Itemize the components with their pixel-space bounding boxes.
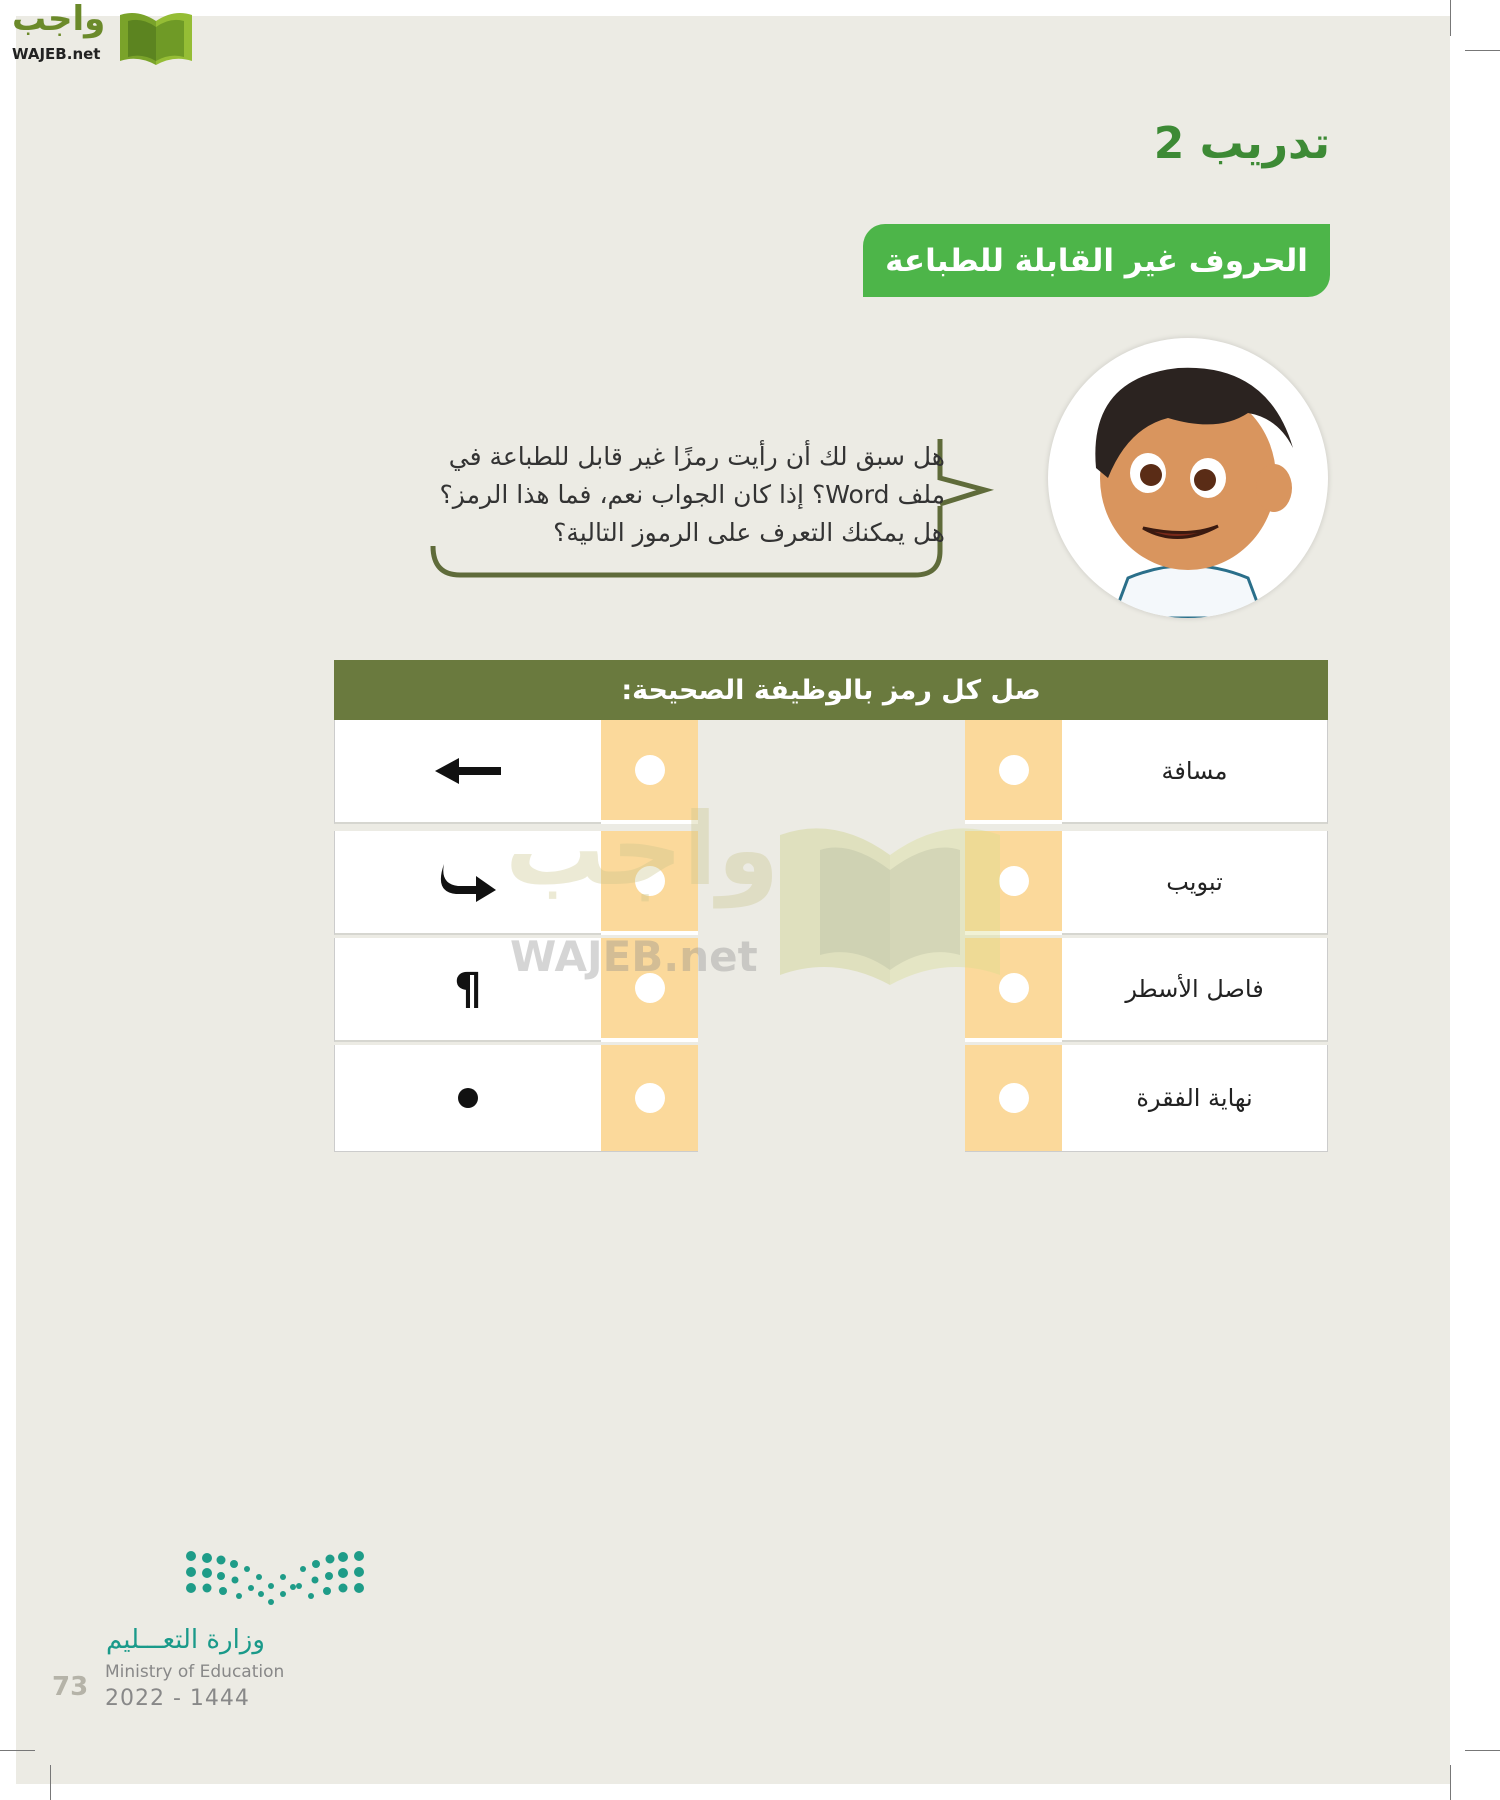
table-row [0, 831, 1500, 935]
match-dot[interactable] [999, 755, 1029, 785]
match-dot[interactable] [999, 973, 1029, 1003]
return-arrow-icon [440, 862, 496, 902]
arrow-left-icon [435, 756, 501, 786]
crop-mark [1450, 1765, 1451, 1800]
table-header-text: صل كل رمز بالوظيفة الصحيحة: [621, 674, 1041, 706]
speech-line: هل يمكنك التعرف على الرموز التالية؟ [553, 518, 945, 547]
logo-arabic: واجب [12, 0, 106, 39]
middle-dot-icon [458, 1088, 478, 1108]
pilcrow-icon: ¶ [454, 963, 482, 1015]
boy-avatar [1048, 338, 1328, 618]
label-cell [1062, 1045, 1328, 1152]
label-cell [1062, 938, 1328, 1042]
crop-mark [1465, 50, 1500, 51]
label-text: تبويب [1166, 868, 1223, 896]
symbol-dot-column [601, 720, 698, 824]
symbol-dot-column [601, 831, 698, 935]
symbol-cell [334, 720, 601, 824]
speech-line: هل سبق لك أن رأيت رمزًا غير قابل للطباعة في [448, 442, 945, 471]
speech-line: ملف Word؟ إذا كان الجواب نعم، فما هذا الرمز؟ [439, 480, 945, 509]
table-header [334, 660, 1328, 720]
ministry-name-english: Ministry of Education [105, 1662, 285, 1682]
crop-mark [50, 1765, 51, 1800]
table-row [0, 938, 1500, 1042]
table-row [0, 1045, 1500, 1152]
logo-latin: WAJEB.net [12, 45, 101, 63]
label-dot-column [965, 1045, 1062, 1152]
symbol-cell [334, 938, 601, 1042]
boy-illustration [1048, 338, 1328, 618]
crop-mark [1465, 1750, 1500, 1751]
ministry-name-arabic: وزارة التعـــليم [106, 1625, 265, 1655]
exercise-title: تدريب 2 [1153, 118, 1330, 169]
watermark-latin: WAJEB.net [510, 932, 758, 981]
label-text: مسافة [1161, 757, 1228, 785]
symbol-dot-column [601, 938, 698, 1042]
match-dot[interactable] [999, 1083, 1029, 1113]
label-dot-column [965, 720, 1062, 824]
match-dot[interactable] [635, 866, 665, 896]
symbol-cell [334, 831, 601, 935]
academic-year: 2022 - 1444 [105, 1686, 250, 1711]
match-dot[interactable] [635, 1083, 665, 1113]
label-dot-column [965, 938, 1062, 1042]
ministry-dots-icon [185, 1550, 365, 1620]
match-dot[interactable] [635, 973, 665, 1003]
watermark-arabic: واجب [505, 791, 780, 908]
label-text: نهاية الفقرة [1136, 1084, 1253, 1112]
speech-text [425, 438, 945, 552]
label-dot-column [965, 831, 1062, 935]
label-text: فاصل الأسطر [1125, 975, 1264, 1003]
crop-mark [1450, 0, 1451, 36]
match-dot[interactable] [999, 866, 1029, 896]
wajeb-logo[interactable] [10, 0, 190, 67]
match-dot[interactable] [635, 755, 665, 785]
symbol-dot-column [601, 1045, 698, 1152]
page-number: 73 [52, 1672, 89, 1702]
banner-text: الحروف غير القابلة للطباعة [885, 242, 1308, 279]
label-cell [1062, 720, 1328, 824]
symbol-cell [334, 1045, 601, 1152]
book-icon [116, 7, 196, 69]
section-banner [863, 224, 1330, 297]
crop-mark [0, 1750, 35, 1751]
table-row [0, 720, 1500, 824]
label-cell [1062, 831, 1328, 935]
